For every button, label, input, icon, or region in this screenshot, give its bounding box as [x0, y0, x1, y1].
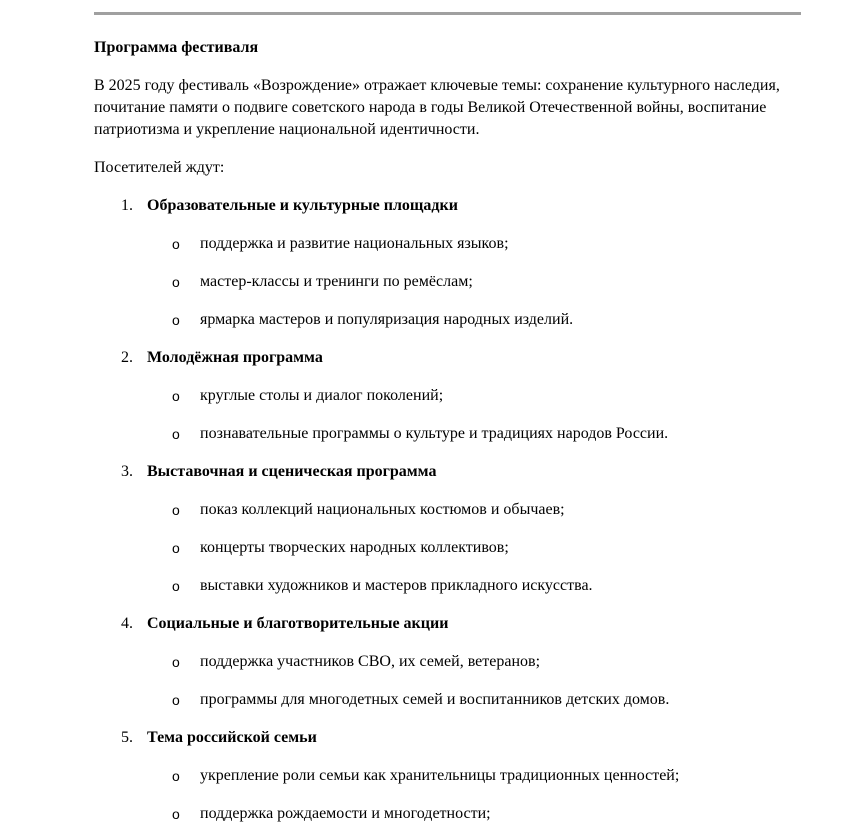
section-number: 4. — [121, 615, 133, 632]
program-section — [94, 613, 801, 711]
list-item-text: круглые столы и диалог поколений; — [200, 387, 444, 404]
list-item — [94, 765, 801, 787]
section-heading — [94, 195, 801, 217]
section-items — [94, 765, 801, 825]
list-item-text: выставки художников и мастеров прикладного искусства. — [200, 577, 593, 594]
list-item — [94, 423, 801, 445]
list-item-text: программы для многодетных семей и воспитанников детских домов. — [200, 691, 670, 708]
bullet-icon: o — [172, 274, 180, 290]
document-title: Программа фестиваля — [94, 39, 259, 56]
program-section — [94, 461, 801, 597]
list-item-text: концерты творческих народных коллективов; — [200, 539, 509, 556]
list-item — [94, 271, 801, 293]
list-item-text: мастер-классы и тренинги по ремёслам; — [200, 273, 473, 290]
document-body — [94, 37, 801, 825]
list-item — [94, 651, 801, 673]
list-item-text: ярмарка мастеров и популяризация народных изделий. — [200, 311, 574, 328]
list-item-text: поддержка рождаемости и многодетности; — [200, 805, 491, 822]
list-item-text: поддержка и развитие национальных языков; — [200, 235, 509, 252]
section-title: Выставочная и сценическая программа — [147, 463, 437, 480]
list-item-text: поддержка участников СВО, их семей, ветеранов; — [200, 653, 541, 670]
section-items — [94, 499, 801, 597]
section-heading — [94, 727, 801, 749]
list-item — [94, 803, 801, 825]
section-items — [94, 651, 801, 711]
list-item — [94, 575, 801, 597]
intro-paragraph: В 2025 году фестиваль «Возрождение» отражает ключевые темы: сохранение культурного наследия, почитание памяти о подвиге советского народа в годы Великой Отечественной войны, воспитание патриотизма и укрепление национальной идентичности. — [94, 77, 780, 138]
program-section — [94, 195, 801, 331]
section-title: Тема российской семьи — [147, 729, 317, 746]
list-item — [94, 233, 801, 255]
bullet-icon: o — [172, 502, 180, 518]
section-title: Молодёжная программа — [147, 349, 323, 366]
list-item — [94, 499, 801, 521]
section-title: Социальные и благотворительные акции — [147, 615, 449, 632]
section-items — [94, 385, 801, 445]
list-item-text: познавательные программы о культуре и традициях народов России. — [200, 425, 669, 442]
section-number: 3. — [121, 463, 133, 480]
section-heading — [94, 461, 801, 483]
list-item-text: укрепление роли семьи как хранительницы традиционных ценностей; — [200, 767, 680, 784]
bullet-icon: o — [172, 654, 180, 670]
bullet-icon: o — [172, 312, 180, 328]
bullet-icon: o — [172, 768, 180, 784]
list-item-text: показ коллекций национальных костюмов и обычаев; — [200, 501, 565, 518]
section-items — [94, 233, 801, 331]
list-item — [94, 537, 801, 559]
top-divider — [94, 12, 801, 15]
lead-paragraph: Посетителей ждут: — [94, 159, 225, 176]
bullet-icon: o — [172, 426, 180, 442]
program-section — [94, 347, 801, 445]
bullet-icon: o — [172, 692, 180, 708]
list-item — [94, 309, 801, 331]
bullet-icon: o — [172, 236, 180, 252]
section-title: Образовательные и культурные площадки — [147, 197, 458, 214]
program-section — [94, 727, 801, 825]
section-number: 1. — [121, 197, 133, 214]
list-item — [94, 689, 801, 711]
bullet-icon: o — [172, 806, 180, 822]
bullet-icon: o — [172, 578, 180, 594]
program-sections-list — [94, 195, 801, 825]
list-item — [94, 385, 801, 407]
section-heading — [94, 613, 801, 635]
section-heading — [94, 347, 801, 369]
section-number: 2. — [121, 349, 133, 366]
section-number: 5. — [121, 729, 133, 746]
bullet-icon: o — [172, 540, 180, 556]
bullet-icon: o — [172, 388, 180, 404]
